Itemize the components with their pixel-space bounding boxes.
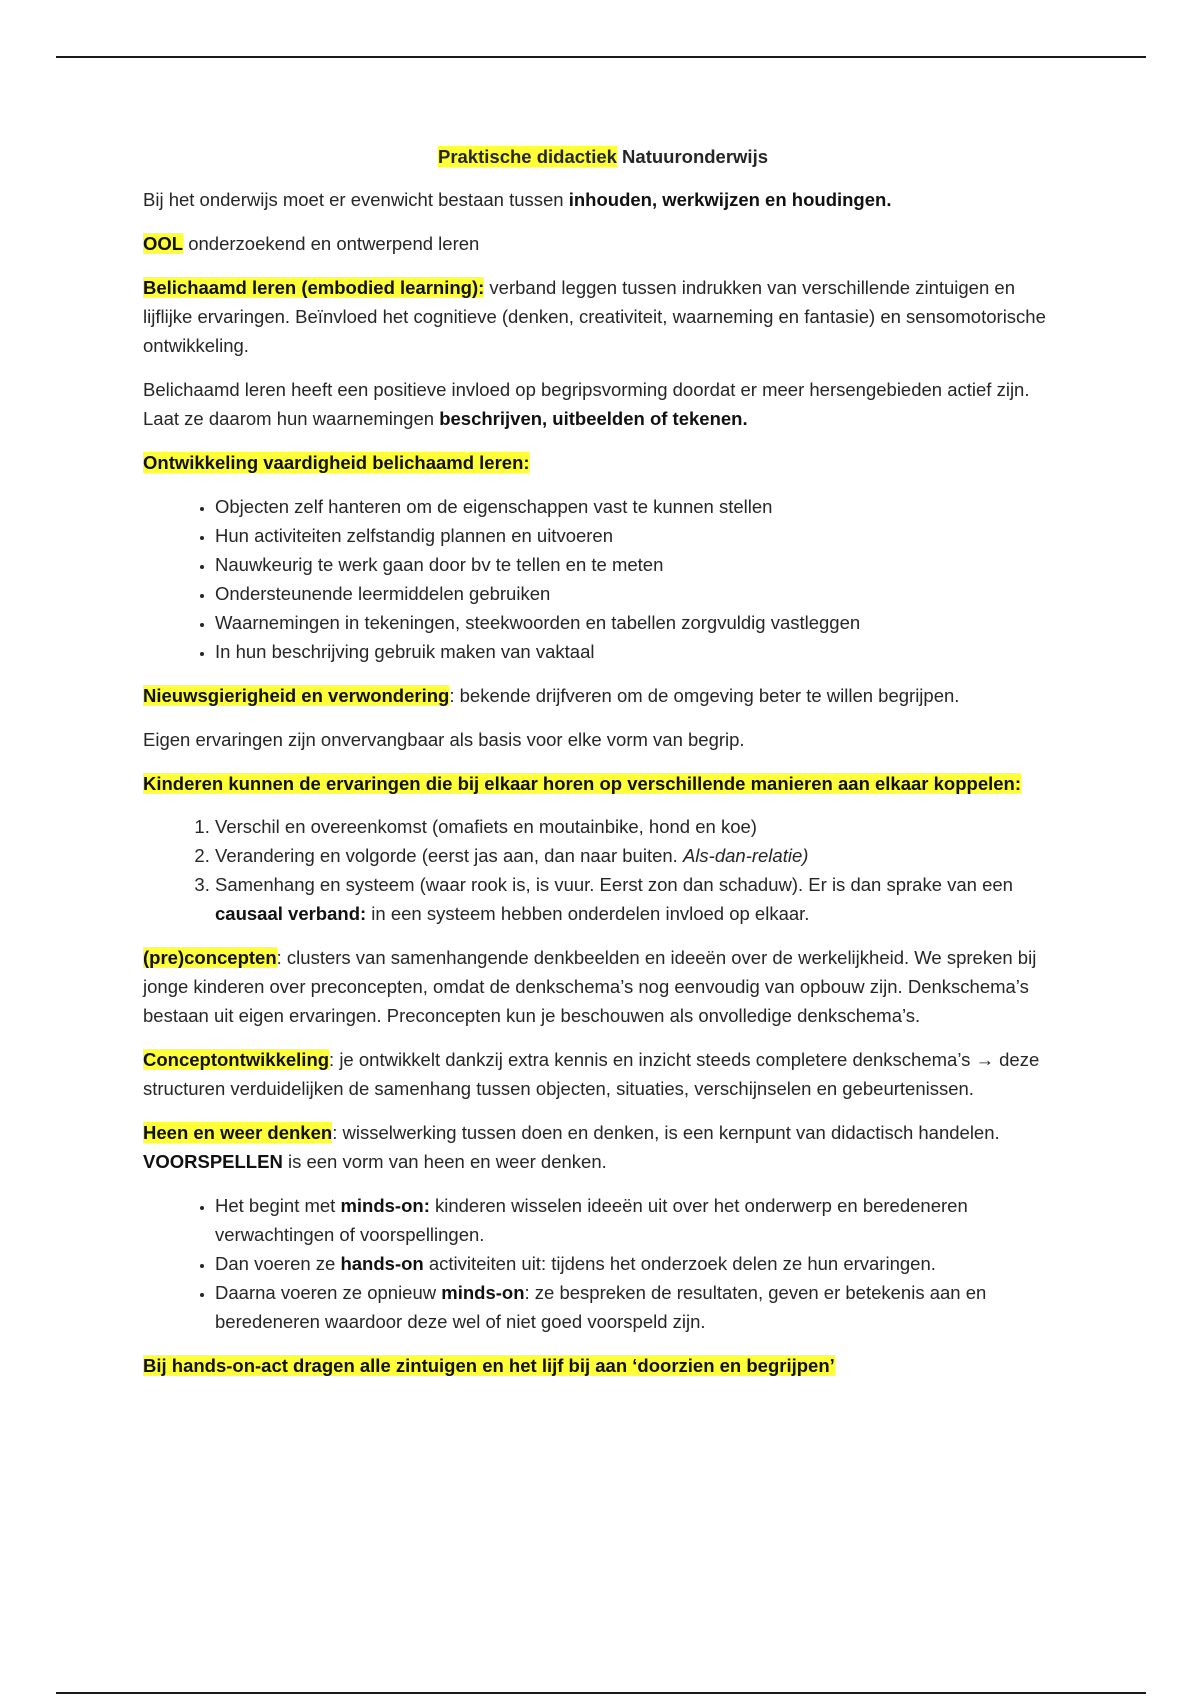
list-item: • Ondersteunende leermiddelen gebruiken xyxy=(215,579,1063,608)
heading-skill-development: Ontwikkeling vaardigheid belichaamd leren: xyxy=(143,452,530,473)
list-item: • Objecten zelf hanteren om de eigenschappen vast te kunnen stellen xyxy=(215,492,1063,521)
list-item: 1. Verschil en overeenkomst (omafiets en moutainbike, hond en koe) xyxy=(215,812,1063,841)
paragraph-embodied-learning: Belichaamd leren (embodied learning): verband leggen tussen indrukken van verschillende zintuigen en lijflijke ervaringen. Beïnvloed het cognitieve (denken, creativiteit, waarneming en fantasie) en sensomotorische ontwikkeling. xyxy=(143,277,1046,356)
bottom-rule xyxy=(56,1692,1146,1694)
list-item: • Nauwkeurig te werk gaan door bv te tellen en te meten xyxy=(215,550,1063,579)
list-item: • Het begint met minds-on: kinderen wisselen ideeën uit over het onderwerp en beredeneren verwachtingen of voorspellingen. xyxy=(215,1191,1063,1249)
paragraph-back-and-forth: Heen en weer denken: wisselwerking tussen doen en denken, is een kernpunt van didactisch handelen. VOORSPELLEN is een vorm van heen en weer denken. xyxy=(143,1122,1000,1172)
paragraph-balance: Bij het onderwijs moet er evenwicht bestaan tussen inhouden, werkwijzen en houdingen. xyxy=(143,189,892,210)
list-item: 3. Samenhang en systeem (waar rook is, is vuur. Eerst zon dan schaduw). Er is dan sprake van een causaal verband: in een systeem hebben onderdelen invloed op elkaar. xyxy=(215,870,1063,928)
minds-hands-list xyxy=(143,1191,1063,1336)
linking-list xyxy=(143,812,1063,928)
list-item: • Waarnemingen in tekeningen, steekwoorden en tabellen zorgvuldig vastleggen xyxy=(215,608,1063,637)
list-item: 2. Verandering en volgorde (eerst jas aan, dan naar buiten. Als-dan-relatie) xyxy=(215,841,1063,870)
paragraph-ool: OOL onderzoekend en ontwerpend leren xyxy=(143,233,480,254)
top-rule xyxy=(56,56,1146,58)
list-item: • Daarna voeren ze opnieuw minds-on: ze bespreken de resultaten, geven er betekenis aan en beredeneren waardoor deze wel of niet goed voorspeld zijn. xyxy=(215,1278,1063,1336)
list-item: • Hun activiteiten zelfstandig plannen en uitvoeren xyxy=(215,521,1063,550)
list-item: • Dan voeren ze hands-on activiteiten uit: tijdens het onderzoek delen ze hun ervaringen. xyxy=(215,1249,1063,1278)
document-body xyxy=(143,142,1063,1395)
paragraph-curiosity: Nieuwsgierigheid en verwondering: bekende drijfveren om de omgeving beter te willen begrijpen. xyxy=(143,685,960,706)
paragraph-embodied-influence: Belichaamd leren heeft een positieve invloed op begripsvorming doordat er meer hersengebieden actief zijn. Laat ze daarom hun waarnemingen beschrijven, uitbeelden of tekenen. xyxy=(143,379,1030,429)
heading-hands-on-act: Bij hands-on-act dragen alle zintuigen en het lijf bij aan ‘doorzien en begrijpen’ xyxy=(143,1355,835,1376)
paragraph-own-experiences: Eigen ervaringen zijn onvervangbaar als basis voor elke vorm van begrip. xyxy=(143,729,745,750)
paragraph-preconcepts: (pre)concepten: clusters van samenhangende denkbeelden en ideeën over de werkelijkheid. We spreken bij jonge kinderen over preconcepten, omdat de denkschema’s nog eenvoudig van opbouw zijn. Denkschema’s bestaan uit eigen ervaringen. Preconcepten kun je beschouwen als onvolledige denkschema’s. xyxy=(143,947,1037,1026)
paragraph-concept-development: Conceptontwikkeling: je ontwikkelt dankzij extra kennis en inzicht steeds completere denkschema’s → deze structuren verduidelijken de samenhang tussen objecten, situaties, verschijnselen en gebeurtenissen. xyxy=(143,1049,1040,1099)
heading-linking-experiences: Kinderen kunnen de ervaringen die bij elkaar horen op verschillende manieren aan elkaar koppelen: xyxy=(143,773,1022,794)
skills-list xyxy=(143,492,1063,666)
page-title: Praktische didactiek Natuuronderwijs xyxy=(437,146,769,167)
list-item: • In hun beschrijving gebruik maken van vaktaal xyxy=(215,637,1063,666)
